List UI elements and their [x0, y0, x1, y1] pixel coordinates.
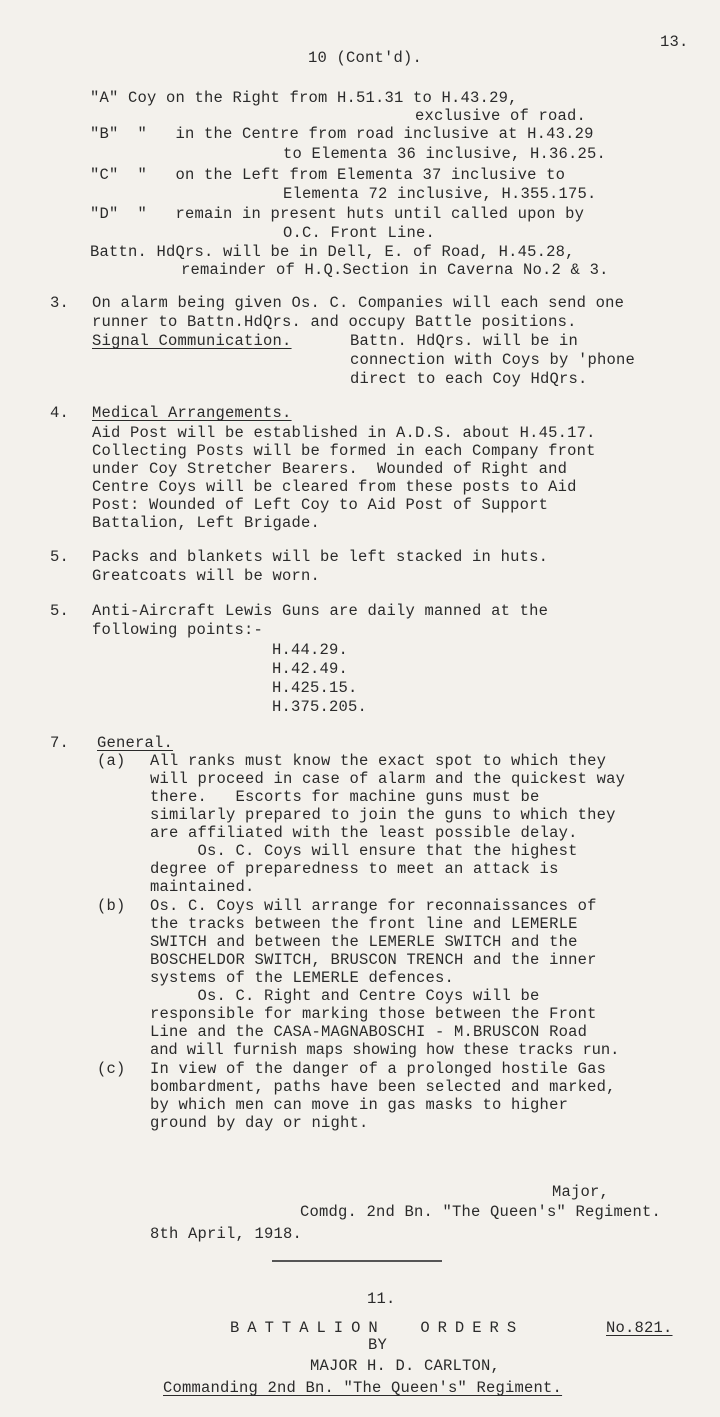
- item-b-line: Os. C. Coys will arrange for reconnaissances of: [150, 897, 597, 915]
- signature-unit: Comdg. 2nd Bn. "The Queen's" Regiment.: [300, 1203, 662, 1221]
- s3-line4: connection with Coys by 'phone: [350, 351, 636, 369]
- item-a-line: degree of preparedness to meet an attack is: [150, 860, 559, 878]
- item-a-label: (a): [97, 752, 126, 770]
- item-c-line: In view of the danger of a prolonged hostile Gas: [150, 1060, 607, 1078]
- deploy-a-line1: "A" Coy on the Right from H.51.31 to H.43.29,: [90, 89, 518, 107]
- aa-point: H.42.49.: [272, 660, 349, 678]
- item-b-label: (b): [97, 897, 126, 915]
- s4-line3: under Coy Stretcher Bearers. Wounded of Right and: [92, 460, 568, 478]
- aa-point: H.375.205.: [272, 698, 368, 716]
- item-a-line: are affiliated with the least possible delay.: [150, 824, 578, 842]
- s5b-number: 5.: [50, 602, 70, 620]
- divider-rule: [272, 1260, 442, 1262]
- item-b-line: BOSCHELDOR SWITCH, BRUSCON TRENCH and the inner: [150, 951, 597, 969]
- officer-name: MAJOR H. D. CARLTON,: [310, 1357, 501, 1375]
- page-number: 13.: [660, 33, 689, 51]
- s4-line6: Battalion, Left Brigade.: [92, 514, 321, 532]
- s3-number: 3.: [50, 294, 70, 312]
- s5a-line2: Greatcoats will be worn.: [92, 567, 321, 585]
- s4-number: 4.: [50, 404, 70, 422]
- deploy-c-line2: Elementa 72 inclusive, H.355.175.: [283, 185, 597, 203]
- item-c-line: ground by day or night.: [150, 1114, 369, 1132]
- next-number: 11.: [367, 1290, 396, 1308]
- medical-arrangements-title: Medical Arrangements.: [92, 404, 292, 422]
- deploy-c-line1: "C" " on the Left from Elementa 37 inclusive to: [90, 166, 566, 184]
- deploy-b-line1: "B" " in the Centre from road inclusive at H.43.29: [90, 125, 594, 143]
- item-a-line: similarly prepared to join the guns to which they: [150, 806, 616, 824]
- deploy-b-line2: to Elementa 36 inclusive, H.36.25.: [283, 145, 607, 163]
- signature-rank: Major,: [552, 1183, 610, 1201]
- deploy-d-line2: O.C. Front Line.: [283, 224, 436, 242]
- aa-point: H.44.29.: [272, 641, 349, 659]
- item-c-line: bombardment, paths have been selected and marked,: [150, 1078, 616, 1096]
- signature-date: 8th April, 1918.: [150, 1225, 303, 1243]
- item-b-line: systems of the LEMERLE defences.: [150, 969, 455, 987]
- deploy-d-line1: "D" " remain in present huts until called upon by: [90, 205, 585, 223]
- s5a-line1: Packs and blankets will be left stacked in huts.: [92, 548, 549, 566]
- item-c-label: (c): [97, 1060, 126, 1078]
- s5a-number: 5.: [50, 548, 70, 566]
- order-number: No.821.: [606, 1319, 673, 1337]
- by-label: BY: [368, 1336, 388, 1354]
- item-b-line: Os. C. Right and Centre Coys will be: [150, 987, 540, 1005]
- section-heading: 10 (Cont'd).: [308, 49, 423, 67]
- item-a-line: maintained.: [150, 878, 255, 896]
- item-c-line: by which men can move in gas masks to higher: [150, 1096, 569, 1114]
- item-b-line: the tracks between the front line and LEMERLE: [150, 915, 578, 933]
- s5b-line2: following points:-: [92, 621, 264, 639]
- deploy-a-line2: exclusive of road.: [415, 107, 587, 125]
- s7-number: 7.: [50, 734, 70, 752]
- item-b-line: responsible for marking those between the Front: [150, 1005, 597, 1023]
- battalion-orders-title: BATTALION ORDERS: [230, 1319, 525, 1337]
- command-line: Commanding 2nd Bn. "The Queen's" Regiment.: [163, 1379, 563, 1397]
- item-a-line: All ranks must know the exact spot to which they: [150, 752, 607, 770]
- aa-point: H.425.15.: [272, 679, 358, 697]
- s3-line1: On alarm being given Os. C. Companies will each send one: [92, 294, 625, 312]
- item-b-line: Line and the CASA-MAGNABOSCHI - M.BRUSCON Road: [150, 1023, 588, 1041]
- general-title: General.: [97, 734, 174, 752]
- s4-line5: Post: Wounded of Left Coy to Aid Post of Support: [92, 496, 549, 514]
- item-a-line: there. Escorts for machine guns must be: [150, 788, 540, 806]
- s3-line3: Battn. HdQrs. will be in: [350, 332, 579, 350]
- s3-line2: runner to Battn.HdQrs. and occupy Battle positions.: [92, 313, 577, 331]
- item-b-line: SWITCH and between the LEMERLE SWITCH and the: [150, 933, 578, 951]
- s3-line5: direct to each Coy HdQrs.: [350, 370, 588, 388]
- signal-communication-title: Signal Communication.: [92, 332, 292, 350]
- s5b-line1: Anti-Aircraft Lewis Guns are daily manned at the: [92, 602, 549, 620]
- s4-line1: Aid Post will be established in A.D.S. about H.45.17.: [92, 424, 596, 442]
- s4-line2: Collecting Posts will be formed in each Company front: [92, 442, 596, 460]
- item-b-line: and will furnish maps showing how these tracks run.: [150, 1041, 620, 1059]
- hq-line2: remainder of H.Q.Section in Caverna No.2 & 3.: [181, 261, 609, 279]
- item-a-line: Os. C. Coys will ensure that the highest: [150, 842, 578, 860]
- item-a-line: will proceed in case of alarm and the quickest way: [150, 770, 626, 788]
- hq-line1: Battn. HdQrs. will be in Dell, E. of Road, H.45.28,: [90, 243, 575, 261]
- s4-line4: Centre Coys will be cleared from these posts to Aid: [92, 478, 577, 496]
